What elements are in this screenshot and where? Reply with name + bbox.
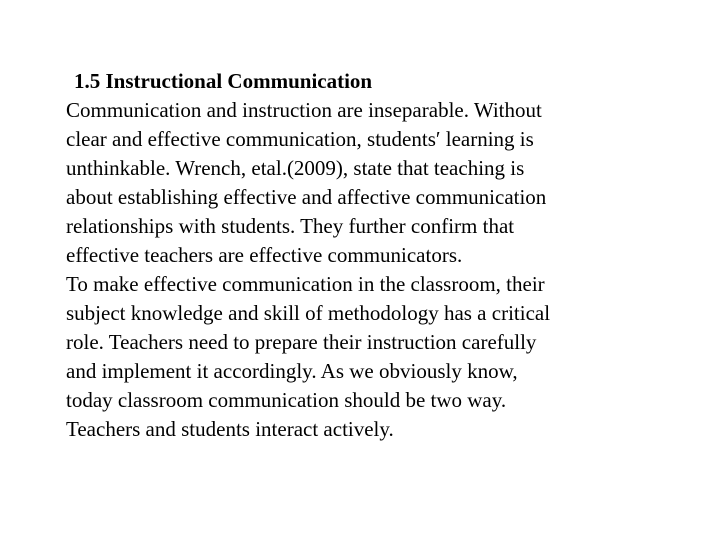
section-heading: 1.5 Instructional Communication	[74, 69, 373, 93]
paragraph-2	[66, 270, 636, 444]
paragraph-line: clear and effective communication, students′ learning is	[66, 127, 534, 151]
paragraph-line: Teachers and students interact actively.	[66, 417, 394, 441]
paragraph-1	[66, 96, 636, 270]
paragraph-line: and implement it accordingly. As we obviously know,	[66, 359, 518, 383]
text-block	[66, 67, 636, 444]
paragraph-line: relationships with students. They further confirm that	[66, 214, 515, 238]
paragraph-line: role. Teachers need to prepare their instruction carefully	[66, 330, 537, 354]
paragraph-line: about establishing effective and affective communication	[66, 185, 547, 209]
paragraph-line: subject knowledge and skill of methodology has a critical	[66, 301, 551, 325]
paragraph-line: effective teachers are effective communicators.	[66, 243, 463, 267]
paragraph-line: To make effective communication in the classroom, their	[66, 272, 545, 296]
paragraph-line: unthinkable. Wrench, etal.(2009), state that teaching is	[66, 156, 525, 180]
paragraph-line: today classroom communication should be two way.	[66, 388, 507, 412]
paragraph-line: Communication and instruction are inseparable. Without	[66, 98, 542, 122]
